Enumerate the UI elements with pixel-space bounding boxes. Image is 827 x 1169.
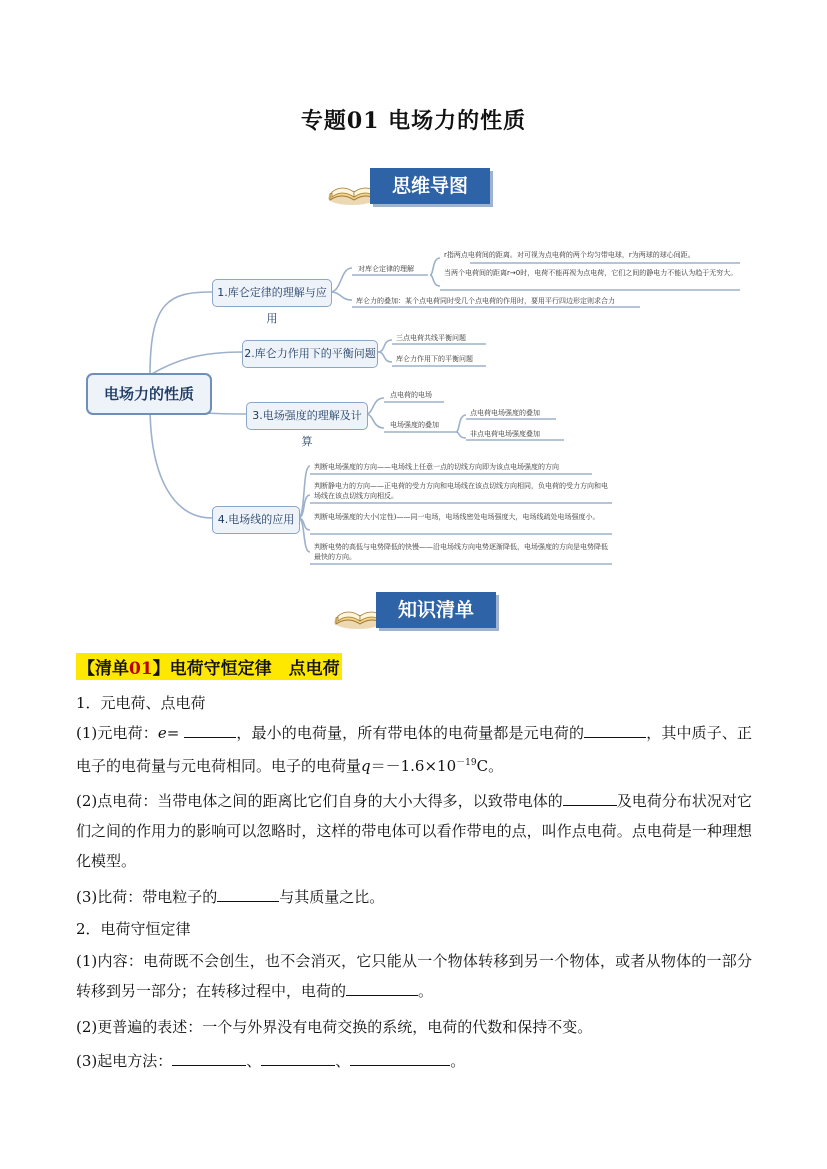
mind-map-leaf: 非点电荷电场强度叠加 bbox=[470, 430, 540, 438]
answer-blank[interactable] bbox=[172, 1050, 246, 1066]
branch-4: 4.电场线的应用 bbox=[212, 506, 300, 534]
mind-map-leaf: 库仑力作用下的平衡问题 bbox=[396, 355, 473, 363]
mind-map-leaf: 库仑力的叠加：某个点电荷同时受几个点电荷的作用时，要用平行四边形定则求合力 bbox=[356, 297, 615, 305]
knowledge-banner-label: 知识清单 bbox=[376, 592, 496, 628]
mind-map-leaf: 电场强度的叠加 bbox=[390, 421, 439, 429]
section-number: 01 bbox=[129, 659, 153, 679]
mind-map-root: 电场力的性质 bbox=[86, 373, 212, 415]
paragraph-general-statement: (2)更普遍的表述：一个与外界没有电荷交换的系统，电荷的代数和保持不变。 bbox=[76, 1018, 593, 1036]
branch-2: 2.库仑力作用下的平衡问题 bbox=[242, 340, 378, 368]
mind-map-leaf: 判断电场强度的方向——电场线上任意一点的切线方向即为该点电场强度的方向 bbox=[314, 463, 559, 471]
section-heading bbox=[76, 653, 342, 680]
mind-map-leaf: 点电荷电场强度的叠加 bbox=[470, 409, 540, 417]
mind-map-leaf: 判断电势的高低与电势降低的快慢——沿电场线方向电势逐渐降低，电场强度的方向是电势降低最快的方向。 bbox=[314, 543, 608, 561]
answer-blank[interactable] bbox=[184, 722, 236, 738]
branch-3: 3.电场强度的理解及计算 bbox=[246, 402, 368, 430]
mind-map-leaf: 判断静电力的方向——正电荷的受力方向和电场线在该点切线方向相同，负电荷的受力方向和电场线在该点切线方向相反。 bbox=[314, 482, 608, 500]
mind-map-leaf: 三点电荷共线平衡问题 bbox=[396, 334, 466, 342]
mind-map-leaf: 点电荷的电场 bbox=[390, 391, 432, 399]
answer-blank[interactable] bbox=[350, 1050, 450, 1066]
mind-map-leaf: 当两个电荷间的距离r→0时，电荷不能再视为点电荷，它们之间的静电力不能认为趋于无穷大。 bbox=[444, 269, 738, 277]
mind-map-leaf: r指两点电荷间的距离。对可视为点电荷的两个均匀带电球，r为两球的球心间距。 bbox=[444, 251, 695, 259]
branch-1: 1.库仑定律的理解与应用 bbox=[212, 279, 332, 307]
page-title: 专题01 电场力的性质 bbox=[300, 108, 527, 134]
answer-blank[interactable] bbox=[217, 886, 279, 902]
section-heading-open: 【清单 bbox=[78, 659, 129, 679]
paragraph-elementary-charge: (1)元电荷：e= ，最小的电荷量，所有带电体的电荷量都是元电荷的 ，其中质子、正电子的电荷量与元电荷相同。电子的电荷量$q=-1.6\times 10^{-19}C$。 bbox=[76, 724, 752, 775]
subheading-1: 1．元电荷、点电荷 bbox=[76, 694, 206, 712]
answer-blank[interactable] bbox=[346, 980, 418, 996]
knowledge-banner bbox=[332, 592, 502, 628]
mind-map-banner-label: 思维导图 bbox=[370, 168, 490, 204]
answer-blank[interactable] bbox=[563, 790, 617, 806]
mind-map-leaf: 判断电场强度的大小(定性)——同一电场，电场线密处电场强度大，电场线疏处电场强度小。 bbox=[314, 513, 600, 521]
paragraph-specific-charge: (3)比荷：带电粒子的 与其质量之比。 bbox=[76, 888, 385, 906]
paragraph-conservation: (1)内容：电荷既不会创生，也不会消灭，它只能从一个物体转移到另一个物体，或者从物体的一部分转移到另一部分；在转移过程中，电荷的 。 bbox=[76, 952, 752, 1000]
answer-blank[interactable] bbox=[261, 1050, 335, 1066]
paragraph-electrification-methods: (3)起电方法： 、 、 。 bbox=[76, 1052, 466, 1070]
answer-blank[interactable] bbox=[584, 722, 646, 738]
paragraph-point-charge: (2)点电荷：当带电体之间的距离比它们自身的大小大得多，以致带电体的 及电荷分布状况对它们之间的作用力的影响可以忽略时，这样的带电体可以看作带电的点，叫作点电荷。点电荷是一种理想化模型。 bbox=[76, 792, 752, 870]
section-heading-title: 】电荷守恒定律 点电荷 bbox=[152, 659, 340, 679]
mind-map bbox=[0, 0, 827, 580]
subheading-2: 2．电荷守恒定律 bbox=[76, 920, 191, 938]
mind-map-leaf: 对库仑定律的理解 bbox=[358, 265, 414, 273]
